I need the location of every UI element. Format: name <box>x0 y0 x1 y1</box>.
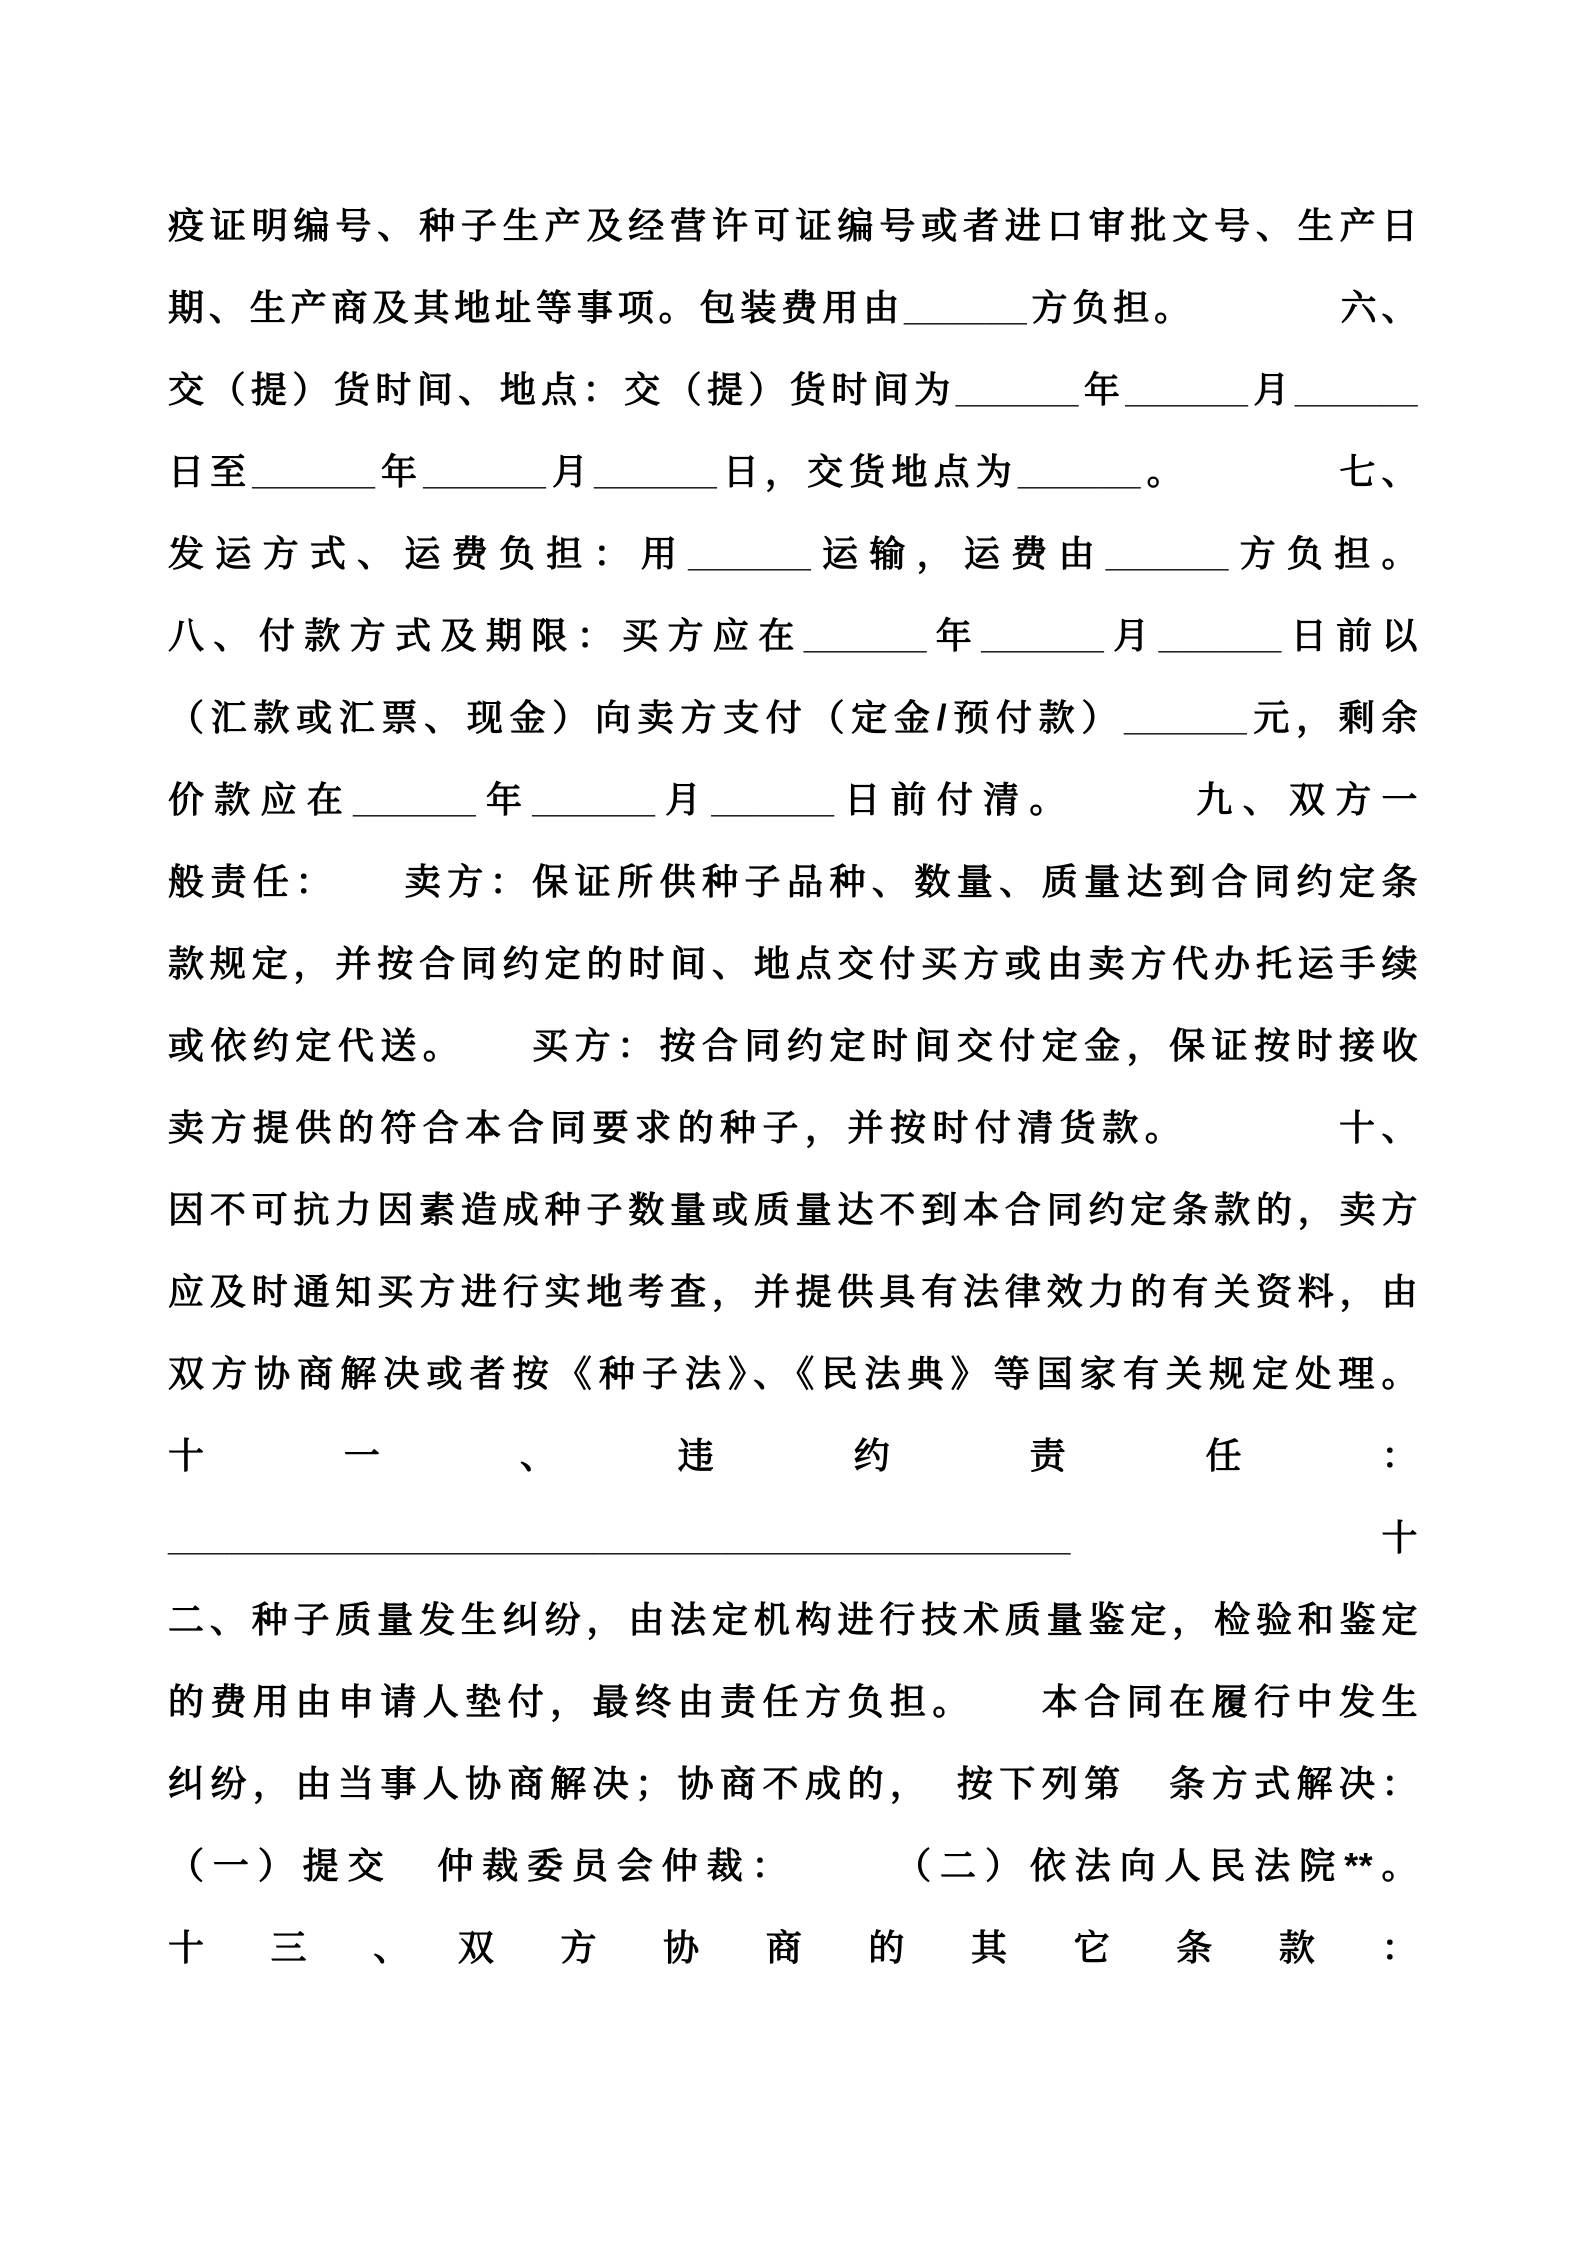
document-line: 价款应在______年______月______日前付清。 九、双方一 <box>168 779 1418 820</box>
document-line: 卖方提供的符合本合同要求的种子，并按时付清货款。 十、 <box>168 1107 1418 1148</box>
document-line: 因不可抗力因素造成种子数量或质量达不到本合同约定条款的，卖方 <box>168 1189 1418 1230</box>
document-line: 纠纷，由当事人协商解决；协商不成的， 按下列第 条方式解决： <box>168 1763 1418 1804</box>
contract-text-block <box>168 185 1418 1989</box>
document-line: 应及时通知买方进行实地考查，并提供具有法律效力的有关资料，由 <box>168 1271 1418 1312</box>
document-line-blank: ____________________________________________ 十 <box>168 1517 1418 1558</box>
document-line: 的费用由申请人垫付，最终由责任方负担。 本合同在履行中发生 <box>168 1681 1418 1722</box>
document-line: 八、付款方式及期限：买方应在______年______月______日前以 <box>168 615 1418 656</box>
document-line: 期、生产商及其地址等事项。包装费用由______方负担。 六、 <box>168 287 1418 328</box>
document-line: 日至______年______月______日，交货地点为______。 七、 <box>168 451 1418 492</box>
document-line: 二、种子质量发生纠纷，由法定机构进行技术质量鉴定，检验和鉴定 <box>168 1599 1418 1640</box>
document-line: （一）提交 仲裁委员会仲裁： （二）依法向人民法院**。 <box>168 1845 1418 1886</box>
document-line: 款规定，并按合同约定的时间、地点交付买方或由卖方代办托运手续 <box>168 943 1418 984</box>
document-line: （汇款或汇票、现金）向卖方支付（定金/预付款）______元，剩余 <box>168 697 1418 738</box>
document-line-spread: 十 一 、 违 约 责 任 ： <box>168 1435 1418 1476</box>
document-line-spread: 十 三 、 双 方 协 商 的 其 它 条 款 ： <box>168 1927 1418 1968</box>
document-line: 发运方式、运费负担：用______运输，运费由______方负担。 <box>168 533 1418 574</box>
document-line: 疫证明编号、种子生产及经营许可证编号或者进口审批文号、生产日 <box>168 205 1418 246</box>
document-line: 交（提）货时间、地点：交（提）货时间为______年______月______ <box>168 369 1418 410</box>
document-line: 或依约定代送。 买方：按合同约定时间交付定金，保证按时接收 <box>168 1025 1418 1066</box>
document-line: 般责任： 卖方：保证所供种子品种、数量、质量达到合同约定条 <box>168 861 1418 902</box>
document-line: 双方协商解决或者按《种子法》、《民法典》等国家有关规定处理。 <box>168 1353 1418 1394</box>
